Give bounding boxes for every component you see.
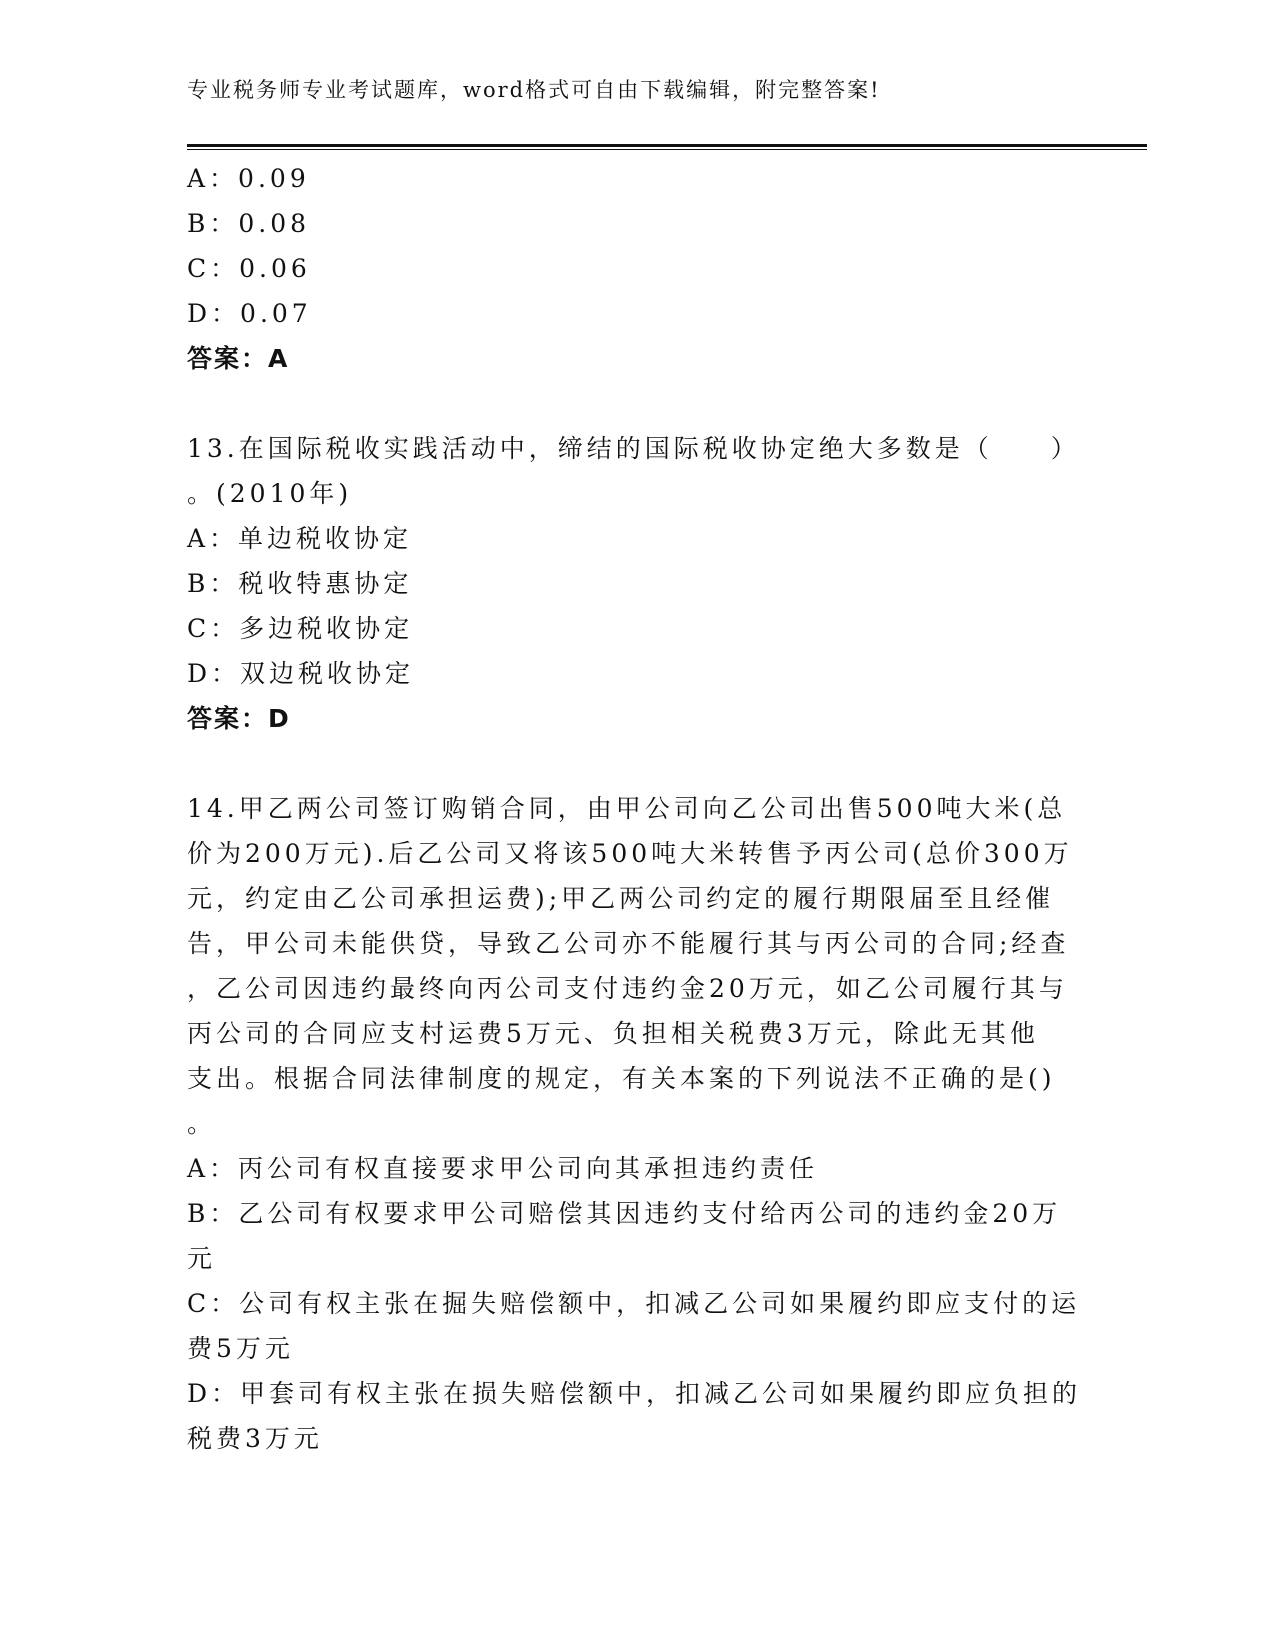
question-stem-line: 支出。根据合同法律制度的规定，有关本案的下列说法不正确的是() [187,1064,1056,1093]
document-body [187,156,1087,1461]
question-stem-line: 元，约定由乙公司承担运费);甲乙两公司约定的履行期限届至且经催 [187,884,1055,913]
option-d: D：0.07 [187,299,312,328]
spacer [187,741,1087,786]
option-d: D：双边税收协定 [187,659,415,688]
option-a: A：0.09 [187,164,310,193]
option-d: D：甲套司有权主张在损失赔偿额中，扣减乙公司如果履约即应负担的 [187,1379,1082,1408]
question-stem-line: 14.甲乙两公司签订购销合同，由甲公司向乙公司出售500吨大米(总 [187,794,1067,823]
option-d-cont: 税费3万元 [187,1424,323,1453]
header-divider-thick [187,144,1147,147]
question-stem-line: 丙公司的合同应支村运费5万元、负担相关税费3万元，除此无其他 [187,1019,1039,1048]
question-stem: 13.在国际税收实践活动中，缔结的国际税收协定绝大多数是（ ） [187,434,1080,463]
question-stem-line: 价为200万元).后乙公司又将该500吨大米转售予丙公司(总价300万 [187,839,1073,868]
option-c: C：多边税收协定 [187,614,414,643]
page-header: 专业税务师专业考试题库，word格式可自由下载编辑，附完整答案! [187,78,881,102]
option-b: B：0.08 [187,209,311,238]
option-b-cont: 元 [187,1244,217,1273]
option-a: A：单边税收协定 [187,524,413,553]
option-b: B：乙公司有权要求甲公司赔偿其因违约支付给丙公司的违约金20万 [187,1199,1062,1228]
question-stem-line: 告，甲公司未能供贷，导致乙公司亦不能履行其与丙公司的合同;经查 [187,929,1070,958]
question-14 [187,786,1087,1461]
option-c: C：公司有权主张在掘失赔偿额中，扣减乙公司如果履约即应支付的运 [187,1289,1081,1318]
question-stem-line: 。 [187,1109,217,1138]
question-13 [187,426,1087,741]
option-c: C：0.06 [187,254,311,283]
answer-line: 答案：D [187,704,291,733]
question-stem-cont: 。(2010年) [187,479,353,508]
header-divider-thin [187,149,1147,150]
option-b: B：税收特惠协定 [187,569,413,598]
question-stem-line: ，乙公司因违约最终向丙公司支付违约金20万元，如乙公司履行其与 [187,974,1068,1003]
answer-line: 答案：A [187,344,290,373]
option-c-cont: 费5万元 [187,1334,294,1363]
spacer [187,381,1087,426]
question-12 [187,156,1087,381]
option-a: A：丙公司有权直接要求甲公司向其承担违约责任 [187,1154,819,1183]
